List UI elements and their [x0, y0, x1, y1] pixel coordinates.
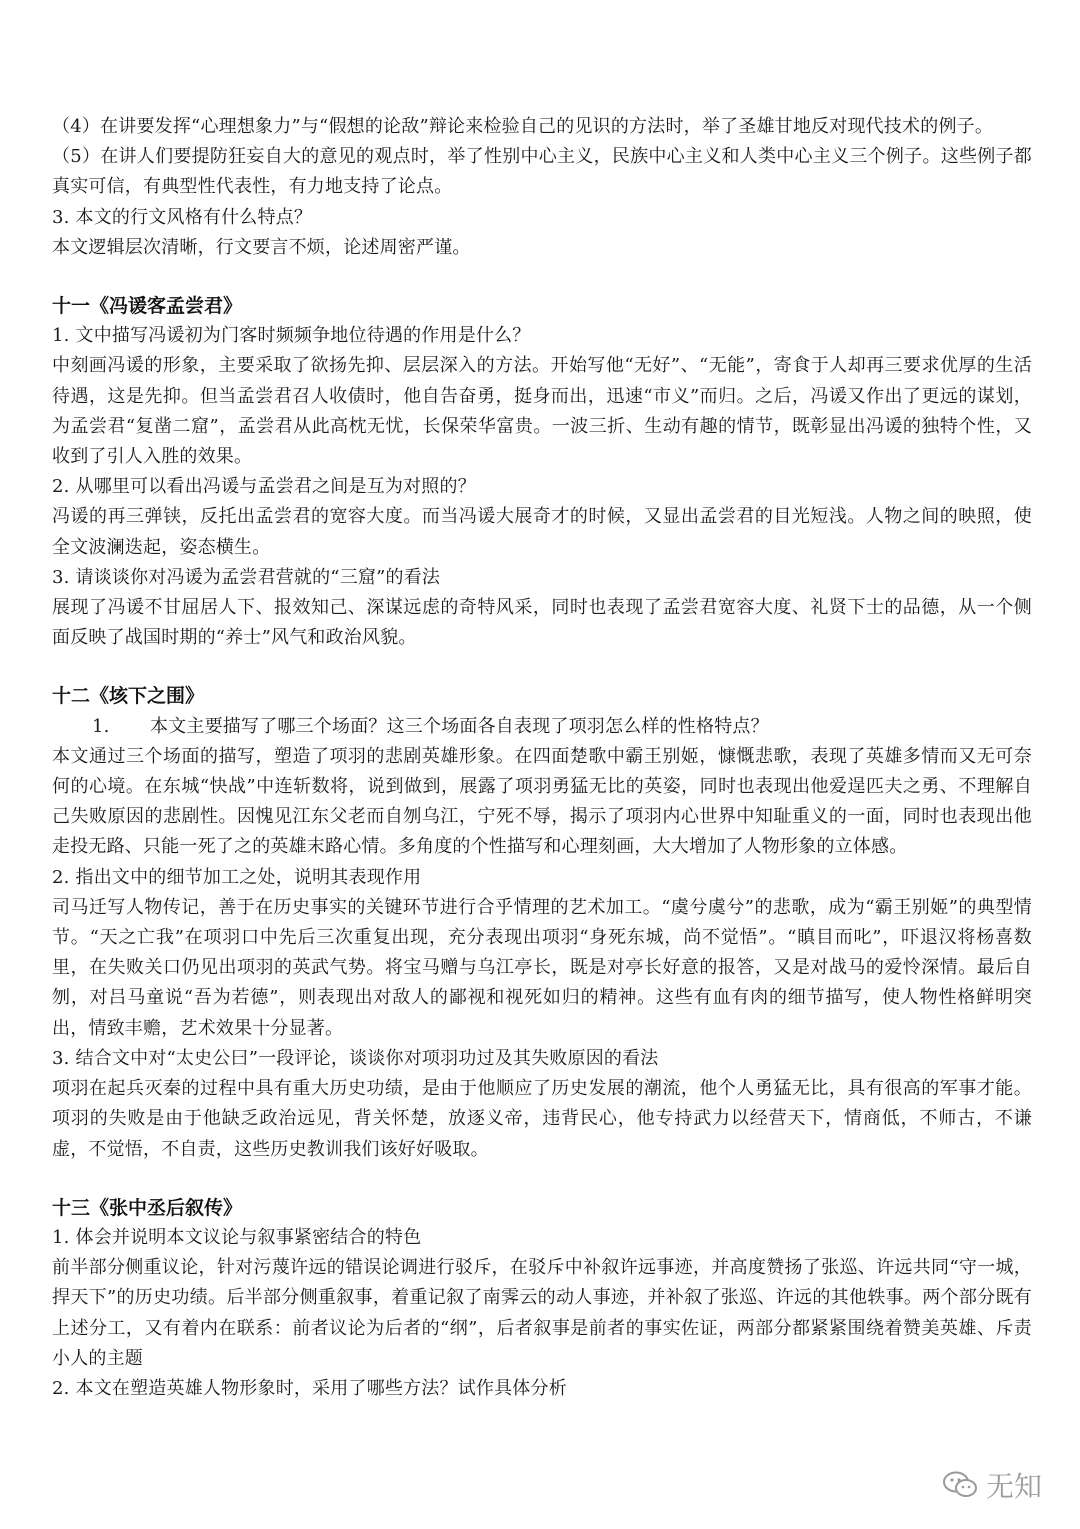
- question: 2. 本文在塑造英雄人物形象时，采用了哪些方法？试作具体分析: [52, 1377, 567, 1399]
- section-11: [52, 291, 1032, 653]
- document-page: [52, 112, 1032, 1404]
- answer: 司马迁写人物传记，善于在历史事实的关键环节进行合乎情理的艺术加工。“虞兮虞兮”的悲歌，成为“霸王别姬”的典型情节。“天之亡我”在项羽口中先后三次重复出现，充分表现出项羽“身死东城，尚不觉悟”。“瞋目而叱”，吓退汉将杨喜数里，在失败关口仍见出项羽的英武气势。将宝马赠与乌江亭长，既是对亭长好意的报答，又是对战马的爱怜深情。最后自刎，对吕马童说“吾为若德”，则表现出对敌人的鄙视和视死如归的精神。这些有血有肉的细节描写，使人物性格鲜明突出，情致丰赡，艺术效果十分显著。: [52, 896, 1032, 1039]
- section-13: [52, 1193, 1032, 1404]
- question: 1. 文中描写冯谖初为门客时频频争地位待遇的作用是什么？: [52, 325, 531, 347]
- answer: 本文逻辑层次清晰，行文要言不烦，论述周密严谨。: [52, 236, 471, 258]
- chat-bubble-icon: [942, 1470, 978, 1500]
- question: 3. 结合文中对“太史公曰”一段评论，谈谈你对项羽功过及其失败原因的看法: [52, 1047, 659, 1069]
- answer: 前半部分侧重议论，针对污蔑许远的错误论调进行驳斥，在驳斥中补叙许远事迹，并高度赞扬了张巡、许远共同“守一城，捍天下”的历史功绩。后半部分侧重叙事，着重记叙了南霁云的动人事迹，并补叙了张巡、许远的其他轶事。两个部分既有上述分工，又有着内在联系：前者议论为后者的“纲”，后者叙事是前者的事实佐证，两部分都紧紧围绕着赞美英雄、斥责小人的主题: [52, 1257, 1032, 1369]
- section-heading: 十三《张中丞后叙传》: [52, 1196, 243, 1219]
- answer: 项羽在起兵灭秦的过程中具有重大历史功绩，是由于他顺应了历史发展的潮流，他个人勇猛无比，具有很高的军事才能。项羽的失败是由于他缺乏政治远见，背关怀楚，放逐义帝，违背民心，他专持武力以经营天下，情商低，不师古，不谦虚，不觉悟，不自责，这些历史教训我们该好好吸取。: [52, 1078, 1032, 1160]
- paragraph: （5）在讲人们要提防狂妄自大的意见的观点时，举了性别中心主义，民族中心主义和人类中心主义三个例子。这些例子都真实可信，有典型性代表性，有力地支持了论点。: [52, 146, 1032, 198]
- answer: 本文通过三个场面的描写，塑造了项羽的悲剧英雄形象。在四面楚歌中霸王别姬，慷慨悲歌，表现了英雄多情而又无可奈何的心境。在东城“快战”中连斩数将，说到做到，展露了项羽勇猛无比的英姿，同时也表现出他爱逞匹夫之勇、不理解自己失败原因的悲剧性。因愧见江东父老而自刎乌江，宁死不辱，揭示了项羽内心世界中知耻重义的一面，同时也表现出他走投无路、只能一死了之的英雄末路心情。多角度的个性描写和心理刻画，大大增加了人物形象的立体感。: [52, 745, 1032, 858]
- watermark: [942, 1465, 1042, 1505]
- question-number: 1.: [92, 715, 110, 737]
- question: 2. 指出文中的细节加工之处，说明其表现作用: [52, 866, 422, 888]
- section-12: [52, 681, 1032, 1164]
- question: 3. 请谈谈你对冯谖为孟尝君营就的“三窟”的看法: [52, 566, 441, 588]
- question: 2. 从哪里可以看出冯谖与孟尝君之间是互为对照的？: [52, 476, 476, 498]
- section-heading: 十二《垓下之围》: [52, 685, 205, 708]
- paragraph: （4）在讲要发挥“心理想象力”与“假想的论敌”辩论来检验自己的见识的方法时，举了圣雄甘地反对现代技术的例子。: [52, 116, 994, 137]
- answer: 冯谖的再三弹铗，反托出孟尝君的宽容大度。而当冯谖大展奇才的时候，又显出孟尝君的目光短浅。人物之间的映照，使全文波澜迭起，姿态横生。: [52, 506, 1032, 558]
- question: 1. 体会并说明本文议论与叙事紧密结合的特色: [52, 1226, 422, 1248]
- question: [52, 712, 1032, 742]
- watermark-text: 无知: [985, 1470, 1042, 1503]
- answer: 中刻画冯谖的形象，主要采取了欲扬先抑、层层深入的方法。开始写他“无好”、“无能”，寄食于人却再三要求优厚的生活待遇，这是先抑。但当孟尝君召人收债时，他自告奋勇，挺身而出，迅速“市义”而归。之后，冯谖又作出了更远的谋划，为孟尝君“复凿二窟”，孟尝君从此高枕无忧，长保荣华富贵。一波三折、生动有趣的情节，既彰显出冯谖的独特个性，又收到了引人入胜的效果。: [52, 355, 1032, 468]
- question: 3. 本文的行文风格有什么特点？: [52, 206, 313, 228]
- top-section: [52, 112, 1032, 263]
- answer: 展现了冯谖不甘屈居人下、报效知己、深谋远虑的奇特风采，同时也表现了孟尝君宽容大度、礼贤下士的品德，从一个侧面反映了战国时期的“养士”风气和政治风貌。: [52, 597, 1032, 649]
- question-text: 本文主要描写了哪三个场面？这三个场面各自表现了项羽怎么样的性格特点？: [150, 715, 769, 737]
- section-heading: 十一《冯谖客孟尝君》: [52, 295, 243, 318]
